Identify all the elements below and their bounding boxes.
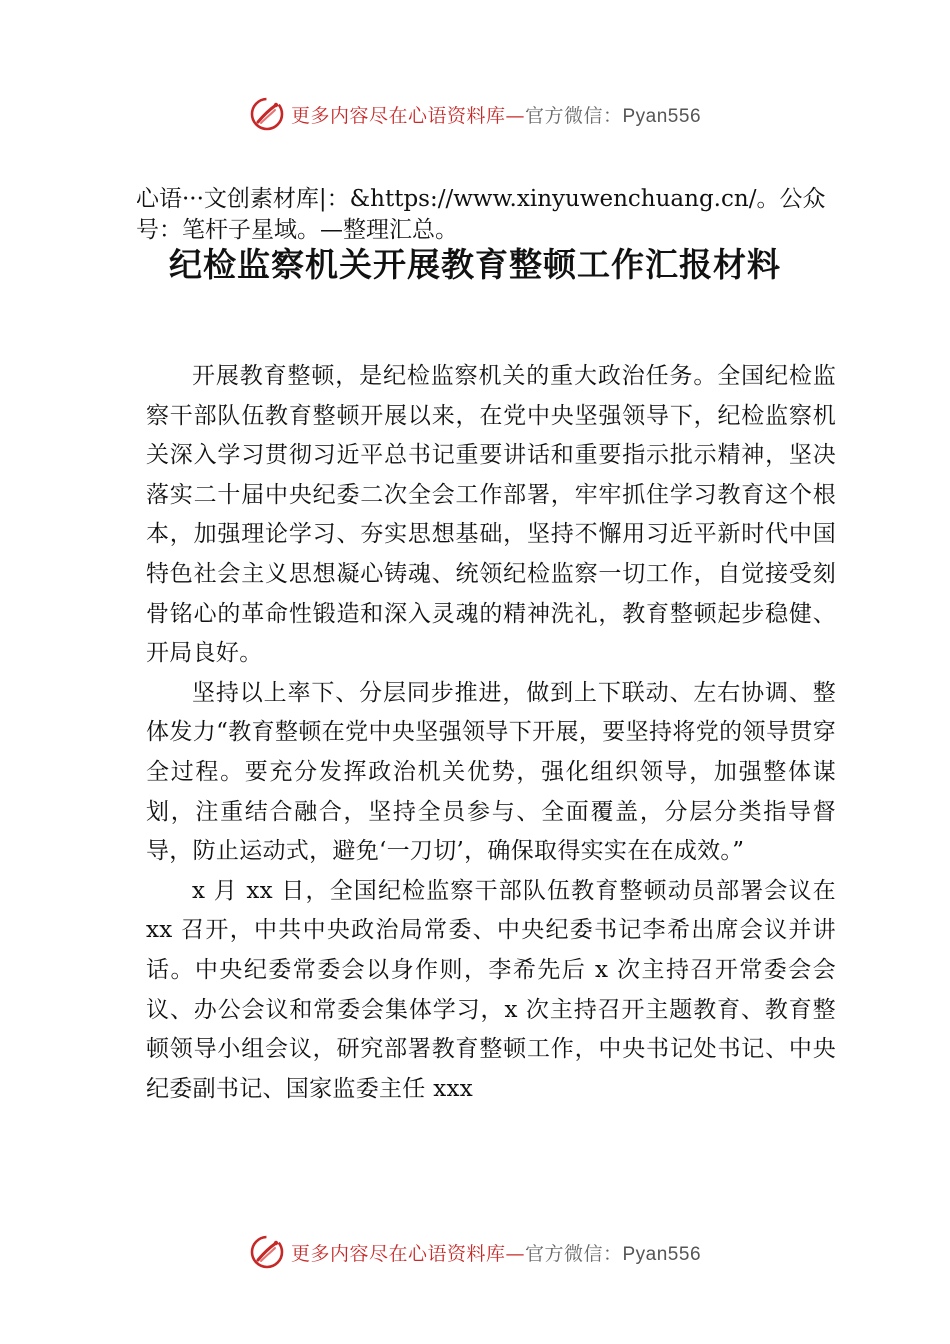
document-body: [146, 357, 836, 1109]
banner-text: [291, 1239, 701, 1266]
body-paragraph: 开展教育整顿，是纪检监察机关的重大政治任务。全国纪检监察干部队伍教育整顿开展以来，在党中央坚强领导下，纪检监察机关深入学习贯彻习近平总书记重要讲话和重要指示批示精神，坚决落实二十届中央纪委二次全会工作部署，牢牢抓住学习教育这个根本，加强理论学习、夯实思想基础，坚持不懈用习近平新时代中国特色社会主义思想凝心铸魂、统领纪检监察一切工作，自觉接受刻骨铭心的革命性锻造和深入灵魂的精神洗礼，教育整顿起步稳健、开局良好。: [146, 363, 836, 667]
body-paragraph: 坚持以上率下、分层同步推进，做到上下联动、左右协调、整体发力“教育整顿在党中央坚强领导下开展，要坚持将党的领导贯穿全过程。要充分发挥政治机关优势，强化组织领导，加强整体谋划，注重结合融合，坚持全员参与、全面覆盖，分层分类指导督导，防止运动式，避免‘一刀切’，确保取得实实在在成效。”: [146, 679, 836, 865]
source-line: 心语···文创素材库|：&https://www.xinyuwenchuang.cn/。公众号：笔杆子星域。—整理汇总。: [136, 186, 826, 243]
brush-seal-logo-icon: [249, 1234, 285, 1270]
banner-separator: —: [505, 1242, 525, 1265]
banner-promo-text: 更多内容尽在心语资料库: [290, 1242, 506, 1265]
header-banner: [0, 94, 950, 134]
banner-wechat-label: 官方微信：: [524, 1242, 623, 1265]
banner-wechat-label: 官方微信：: [524, 104, 623, 127]
banner-promo-text: 更多内容尽在心语资料库: [290, 104, 506, 127]
footer-banner: [0, 1232, 950, 1272]
banner-separator: —: [505, 104, 525, 127]
body-paragraph: x 月 xx 日，全国纪检监察干部队伍教育整顿动员部署会议在 xx 召开，中共中央政治局常委、中央纪委书记李希出席会议并讲话。中央纪委常委会以身作则，李希先后 x 次主持召开常委会会议、办公会议和常委会集体学习，x 次主持召开主题教育、教育整顿领导小组会议，研究部署教育整顿工作，中央书记处书记、中央纪委副书记、国家监委主任 xxx: [146, 877, 836, 1102]
brush-seal-logo-icon: [249, 96, 285, 132]
banner-wechat-id: Pyan556: [622, 105, 702, 127]
banner-text: [291, 101, 701, 128]
document-title: 纪检监察机关开展教育整顿工作汇报材料: [169, 245, 781, 284]
banner-wechat-id: Pyan556: [622, 1243, 702, 1265]
